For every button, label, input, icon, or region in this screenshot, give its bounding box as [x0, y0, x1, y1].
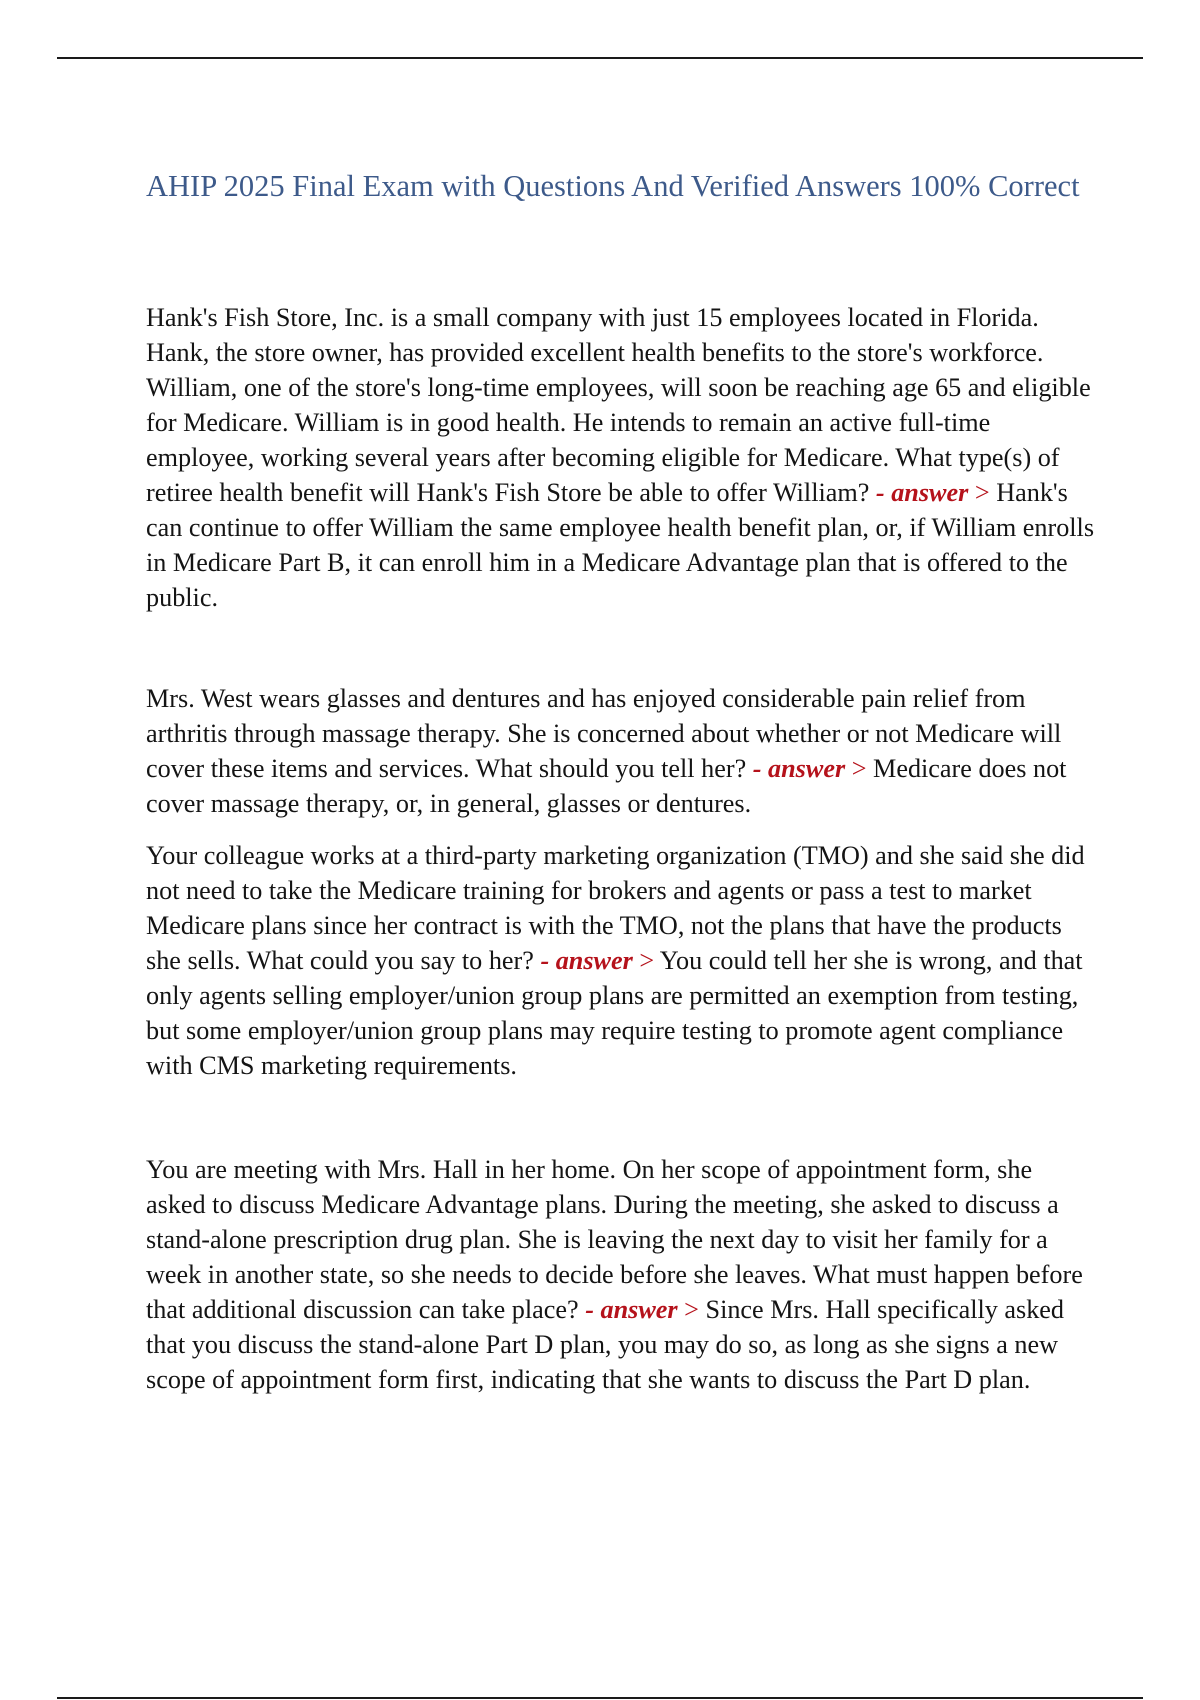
- answer-arrow: >: [639, 946, 655, 975]
- qa-item: [146, 1152, 1096, 1397]
- footer-rule: [57, 1697, 1143, 1699]
- answer-text: Since Mrs. Hall specifically asked that you discuss the stand-alone Part D plan, you may do so, as long as she signs a new scope of appointment form first, indicating that she wants to discuss the Part D plan.: [146, 1295, 1065, 1394]
- question-text: You are meeting with Mrs. Hall in her home. On her scope of appointment form, she asked to discuss Medicare Advantage plans. During the meeting, she asked to discuss a stand-alone prescription drug plan. She is leaving the next day to visit her family for a week in another state, so she needs to decide before she leaves. What must happen before that additional discussion can take place?: [146, 1155, 1083, 1324]
- answer-text: Medicare does not cover massage therapy, or, in general, glasses or dentures.: [146, 754, 1067, 818]
- question-text: Your colleague works at a third-party marketing organization (TMO) and she said she did not need to take the Medicare training for brokers and agents or pass a test to market Medicare plans since her contract is with the TMO, not the plans that have the products she sells. What could you say to her?: [146, 841, 1085, 975]
- answer-text: Hank's can continue to offer William the same employee health benefit plan, or, if William enrolls in Medicare Part B, it can enroll him in a Medicare Advantage plan that is offered to the public.: [146, 478, 1095, 612]
- answer-marker: - answer: [585, 1295, 678, 1324]
- answer-arrow: >: [684, 1295, 699, 1324]
- qa-item: [146, 300, 1096, 615]
- question-text: Mrs. West wears glasses and dentures and has enjoyed considerable pain relief from arthritis through massage therapy. She is concerned about whether or not Medicare will cover these items and services. What should you tell her?: [146, 684, 1062, 783]
- answer-marker: - answer: [752, 754, 846, 783]
- document-title: AHIP 2025 Final Exam with Questions And Verified Answers 100% Correct: [146, 169, 1080, 203]
- answer-arrow: >: [974, 478, 990, 507]
- qa-item: [146, 838, 1096, 1083]
- question-text: Hank's Fish Store, Inc. is a small company with just 15 employees located in Florida. Hank, the store owner, has provided excellent health benefits to the store's workforce. William, one of the store's long-time employees, will soon be reaching age 65 and eligible for Medicare. William is in good health. He intends to remain an active full-time employee, working several years after becoming eligible for Medicare. What type(s) of retiree health benefit will Hank's Fish Store be able to offer William?: [146, 303, 1091, 507]
- answer-arrow: >: [851, 754, 867, 783]
- answer-text: You could tell her she is wrong, and that only agents selling employer/union group plans are permitted an exemption from testing, but some employer/union group plans may require testing to promote agent compliance with CMS marketing requirements.: [146, 946, 1083, 1080]
- answer-marker: - answer: [875, 478, 969, 507]
- answer-marker: - answer: [540, 946, 633, 975]
- header-rule: [57, 57, 1143, 59]
- qa-item: [146, 681, 1096, 821]
